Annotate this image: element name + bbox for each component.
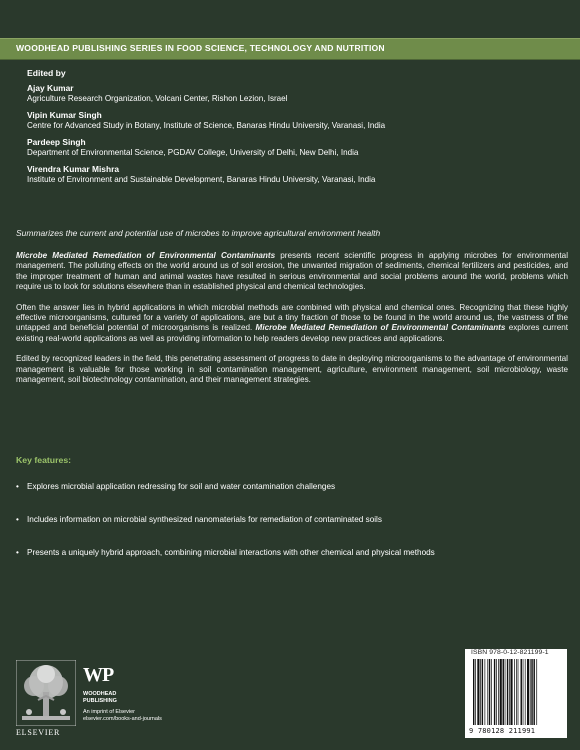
woodhead-name-line: WOODHEAD	[83, 691, 117, 697]
barcode-bar	[473, 659, 474, 725]
barcode-bar	[509, 659, 510, 725]
barcode-bar	[510, 659, 512, 725]
book-title-inline: Microbe Mediated Remediation of Environmental Contaminants	[255, 323, 506, 333]
editor-name: Ajay Kumar	[27, 83, 74, 93]
barcode-bar	[530, 659, 531, 725]
barcode-bar	[516, 659, 517, 725]
editor-name: Vipin Kumar Singh	[27, 110, 102, 120]
woodhead-imprint	[83, 709, 162, 722]
woodhead-name-line: PUBLISHING	[83, 697, 117, 704]
key-features-heading: Key features:	[16, 455, 72, 465]
barcode-bar	[536, 659, 537, 725]
barcode-bar	[487, 659, 488, 725]
barcode-bar	[521, 659, 522, 725]
editor-entry	[27, 110, 567, 131]
paragraph-text: presents recent scientific progress in applying microbes for environmental management. The polluting effects on the world around us of soil erosion, the unwanted migration of sediments, chemical fertilizers and pesticides, and the improper treatment of human and animal wastes have resulted in serious environmental and social problems around the world, problems which require us to look for solutions elsewhere than in established physical and chemical technologies.	[16, 251, 568, 292]
series-bar	[0, 38, 580, 60]
imprint-line: An imprint of Elsevier	[83, 709, 135, 715]
list-item	[16, 515, 566, 525]
editor-affiliation: Centre for Advanced Study in Botany, Institute of Science, Banaras Hindu University, Varanasi, India	[27, 120, 386, 130]
barcode-bar	[498, 659, 499, 725]
editor-entry	[27, 83, 567, 104]
description-paragraph-1	[16, 251, 568, 293]
paragraph-text: Edited by recognized leaders in the field, this penetrating assessment of progress to date in deploying microorganisms to the advantage of environmental management is valuable for those working in soil contamination management, agriculture, environment management, soil microbiology, waste management, soil biotechnology contamination, and their management strategies.	[16, 354, 568, 385]
elsevier-wordmark: ELSEVIER	[16, 728, 61, 737]
edited-by-heading: Edited by	[27, 68, 66, 78]
editor-entry	[27, 164, 567, 185]
barcode-bar	[482, 659, 483, 725]
woodhead-logo-mark: WP	[83, 664, 114, 686]
editors-section	[27, 68, 567, 191]
description-paragraph-3	[16, 354, 568, 385]
barcode-bar	[514, 659, 515, 725]
description	[16, 251, 568, 395]
list-item	[16, 548, 566, 558]
barcode-bar	[496, 659, 497, 725]
barcode-bar	[494, 659, 495, 725]
publisher-logos	[16, 660, 216, 745]
barcode-bar	[491, 659, 492, 725]
barcode-bar	[533, 659, 534, 725]
barcode-icon	[473, 659, 561, 727]
series-title: WOODHEAD PUBLISHING SERIES IN FOOD SCIENCE, TECHNOLOGY AND NUTRITION	[16, 43, 385, 53]
bullet-icon: •	[16, 482, 19, 491]
editor-name: Virendra Kumar Mishra	[27, 164, 120, 174]
list-item-text: Presents a uniquely hybrid approach, combining microbial interactions with other chemical and physical methods	[27, 548, 435, 557]
description-paragraph-2	[16, 303, 568, 345]
barcode-bar	[507, 659, 508, 725]
barcode-bar	[527, 659, 529, 725]
editor-name: Pardeep Singh	[27, 137, 86, 147]
bullet-icon: •	[16, 548, 19, 557]
paragraph-text: explores current existing real-world applications as well as providing information to help readers develop new practices and applications.	[16, 323, 569, 343]
barcode-bar	[525, 659, 526, 725]
barcode-digits: 9 780128 211991	[469, 727, 536, 735]
barcode-bar	[523, 659, 524, 725]
paragraph-text: Often the answer lies in hybrid applications in which microbial methods are combined with physical and chemical ones. Recognizing that these highly effective microorganisms, cultured for a variety of applications, are but a tiny fraction of those to be found in the world around us, the vastness of the untapped and beneficial potential of microorganisms is realized.	[16, 302, 568, 333]
isbn-label: ISBN 978-0-12-821199-1	[471, 649, 549, 656]
woodhead-name	[83, 691, 117, 704]
barcode-bar	[503, 659, 504, 725]
barcode-bar	[477, 659, 479, 725]
book-title-inline: Microbe Mediated Remediation of Environmental Contaminants	[16, 251, 276, 260]
editor-affiliation: Agriculture Research Organization, Volcani Center, Rishon Lezion, Israel	[27, 93, 288, 103]
barcode-bar	[480, 659, 481, 725]
tagline: Summarizes the current and potential use of microbes to improve agricultural environment health	[16, 228, 381, 238]
editor-affiliation: Institute of Environment and Sustainable Development, Banaras Hindu University, Varanasi, India	[27, 174, 376, 184]
list-item-text: Includes information on microbial synthesized nanomaterials for remediation of contaminated soils	[27, 515, 382, 524]
barcode-bar	[489, 659, 490, 725]
barcode-bar	[518, 659, 519, 725]
isbn-barcode	[465, 649, 567, 738]
editor-entry	[27, 137, 567, 158]
key-features-list	[16, 482, 566, 557]
editor-affiliation: Department of Environmental Science, PGDAV College, University of Delhi, New Delhi, India	[27, 147, 359, 157]
barcode-bar	[485, 659, 486, 725]
list-item	[16, 482, 566, 492]
barcode-bar	[505, 659, 506, 725]
list-item-text: Explores microbial application redressing for soil and water contamination challenges	[27, 482, 336, 491]
barcode-bar	[500, 659, 502, 725]
publisher-url: elsevier.com/books-and-journals	[83, 715, 162, 722]
barcode-bar	[531, 659, 532, 725]
barcode-bar	[475, 659, 476, 725]
bullet-icon: •	[16, 515, 19, 524]
elsevier-tree-logo-icon	[16, 660, 76, 726]
